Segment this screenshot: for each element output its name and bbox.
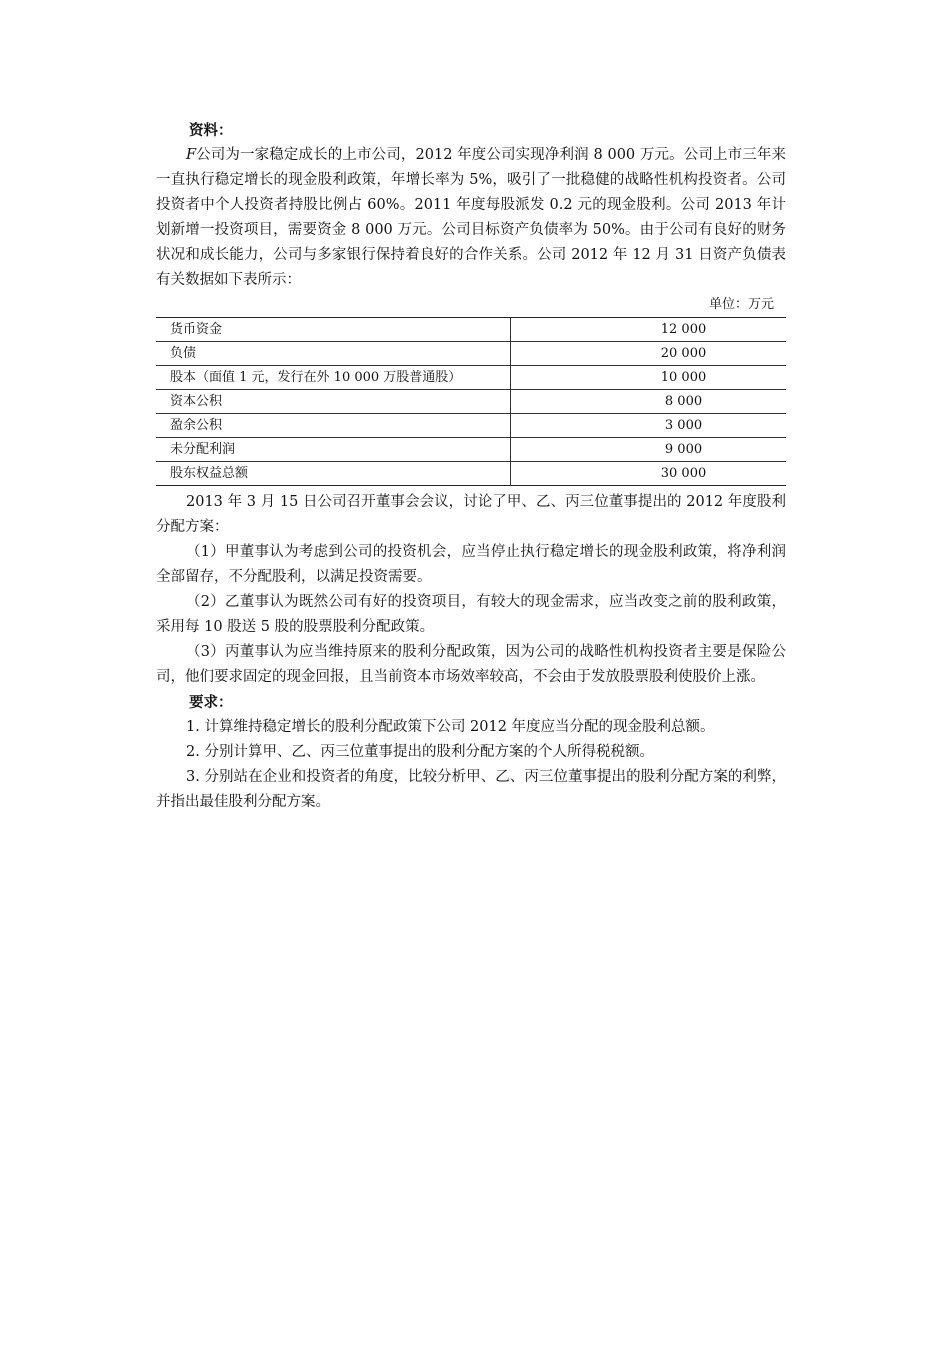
table-row — [156, 438, 786, 462]
row-label: 盈余公积 — [156, 414, 511, 438]
requirement-item: 1. 计算维持稳定增长的股利分配政策下公司 2012 年度应当分配的现金股利总额。 — [186, 719, 715, 735]
row-label: 股东权益总额 — [156, 462, 511, 486]
document-page — [156, 118, 786, 815]
proposal-item: （1）甲董事认为考虑到公司的投资机会，应当停止执行稳定增长的现金股利政策，将净利润全部留存，不分配股利，以满足投资需要。 — [156, 544, 786, 585]
row-value: 20 000 — [511, 342, 787, 366]
table-row — [156, 414, 786, 438]
row-label: 货币资金 — [156, 318, 511, 342]
company-letter: F — [186, 147, 197, 163]
meeting-intro: 2013 年 3 月 15 日公司召开董事会会议，讨论了甲、乙、丙三位董事提出的 2012 年度股利分配方案： — [156, 494, 786, 535]
row-value: 30 000 — [511, 462, 787, 486]
material-intro-text: 公司为一家稳定成长的上市公司，2012 年度公司实现净利润 8 000 万元。公司上市三年来一直执行稳定增长的现金股利政策，年增长率为 5%，吸引了一批稳健的战略性机构投资者。公司投资者中个人投资者持股比例占 60%。2011 年度每股派发 0.2 元的现金股利。公司 2013 年计划新增一投资项目，需要资金 8 000 万元。公司目标资产负债率为 50%。由于公司有良好的财务状况和成长能力，公司与多家银行保持着良好的合作关系。公司 2012 年 12 月 31 日资产负债表有关数据如下表所示： — [156, 147, 786, 288]
table-row — [156, 390, 786, 414]
table-row — [156, 342, 786, 366]
row-value: 9 000 — [511, 438, 787, 462]
row-value: 12 000 — [660, 322, 707, 337]
row-value: 8 000 — [511, 390, 787, 414]
row-label: 未分配利润 — [156, 438, 511, 462]
row-value: 10 000 — [511, 366, 787, 390]
requirements-heading: 要求： — [189, 694, 233, 711]
row-label: 负债 — [156, 342, 511, 366]
proposal-item: （3）丙董事认为应当维持原来的股利分配政策，因为公司的战略性机构投资者主要是保险公司，他们要求固定的现金回报，且当前资本市场效率较高，不会由于发放股票股利使股价上涨。 — [156, 644, 786, 685]
row-label: 股本（面值 1 元，发行在外 10 000 万股普通股） — [156, 366, 511, 390]
row-label: 资本公积 — [156, 390, 511, 414]
proposal-item: （2）乙董事认为既然公司有好的投资项目，有较大的现金需求，应当改变之前的股利政策，采用每 10 股送 5 股的股票股利分配政策。 — [156, 594, 786, 635]
table-row — [156, 318, 786, 342]
material-intro — [156, 143, 786, 293]
requirement-item: 3. 分别站在企业和投资者的角度，比较分析甲、乙、丙三位董事提出的股利分配方案的利弊，并指出最佳股利分配方案。 — [156, 769, 786, 810]
material-heading: 资料： — [189, 122, 233, 139]
table-unit: 单位：万元 — [708, 297, 774, 312]
table-row — [156, 366, 786, 390]
row-value: 3 000 — [511, 414, 787, 438]
balance-sheet-table — [156, 317, 786, 486]
table-row — [156, 462, 786, 486]
requirement-item: 2. 分别计算甲、乙、丙三位董事提出的股利分配方案的个人所得税税额。 — [186, 744, 654, 760]
